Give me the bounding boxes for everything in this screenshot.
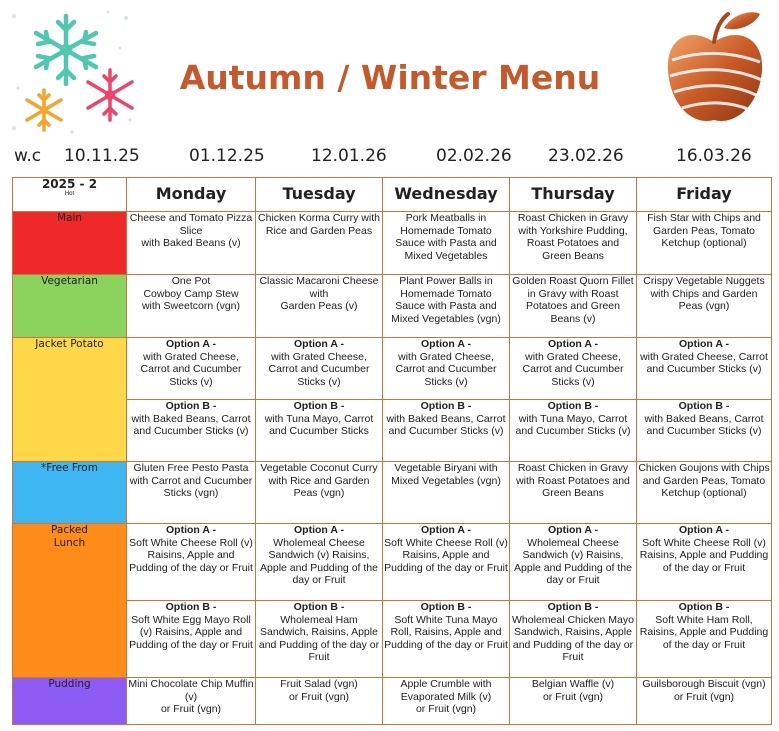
dish-text: Roast Chicken in Gravy with Yorkshire Pudding, Roast Potatoes and Green Beans [517, 212, 629, 262]
hot-note: Hot [64, 190, 75, 197]
menu-cell [637, 400, 772, 462]
menu-cell [256, 275, 383, 338]
option-a-label: Option A - [166, 524, 216, 536]
menu-cell [637, 338, 772, 400]
week-date: 01.12.25 [189, 146, 265, 166]
day-header-friday: Friday [637, 178, 772, 212]
dish-text: Chicken Goujons with Chips and Garden Peas, Tomato Ketchup (optional) [638, 462, 770, 500]
menu-cell [510, 275, 637, 338]
category-pudding: Pudding [13, 678, 127, 725]
dish-text: Soft White Ham Roll, Raisins, Apple and Pudding of the day or Fruit [639, 613, 769, 651]
dish-text: Soft White Cheese Roll (v) Raisins, Apple and Pudding of the day or Fruit [129, 536, 253, 574]
pudding-row [13, 678, 772, 725]
menu-cell [383, 462, 510, 524]
dish-text: Soft White Egg Mayo Roll (v) Raisins, Apple and Pudding of the day or Fruit [129, 613, 253, 651]
dish-text: One Pot Cowboy Camp Stew with Sweetcorn (vgn) [141, 275, 241, 313]
snowflakes-icon [8, 8, 138, 136]
category-packed-lunch: Packed Lunch [13, 524, 127, 678]
menu-cell [637, 462, 772, 524]
week-commencing-row [0, 146, 779, 170]
menu-cell [127, 601, 256, 678]
menu-cell [256, 462, 383, 524]
dish-text: Plant Power Balls in Homemade Tomato Sauce with Pasta and Mixed Vegetables (vgn) [391, 275, 501, 325]
menu-cell [256, 400, 383, 462]
day-header-monday: Monday [127, 178, 256, 212]
menu-cell [510, 212, 637, 275]
menu-cell [383, 601, 510, 678]
menu-cell [510, 678, 637, 725]
menu-cell [383, 524, 510, 601]
dish-text: with Tuna Mayo, Carrot and Cucumber Sticks [264, 412, 374, 438]
menu-cell [256, 601, 383, 678]
option-a-label: Option A - [679, 524, 729, 536]
dish-text: Gluten Free Pesto Pasta with Carrot and Cucumber Sticks (vgn) [129, 462, 253, 500]
menu-cell [510, 601, 637, 678]
menu-cell [383, 400, 510, 462]
menu-cell [256, 678, 383, 725]
dish-text: with Grated Cheese, Carrot and Cucumber Sticks (v) [640, 350, 768, 376]
dish-text: Classic Macaroni Cheese with Garden Peas (v) [259, 275, 379, 313]
dish-text: Guilsborough Biscuit (vgn) or Fruit (vgn) [642, 678, 766, 703]
menu-cell [127, 678, 256, 725]
dish-text: with Grated Cheese, Carrot and Cucumber Sticks (v) [522, 350, 624, 388]
menu-cell [256, 338, 383, 400]
menu-cell [510, 524, 637, 601]
week-date: 16.03.26 [676, 146, 752, 166]
option-b-label: Option B - [678, 601, 730, 613]
dish-text: Wholemeal Chicken Mayo Sandwich, Raisins, Apple and Pudding of the day or Fruit [512, 613, 634, 664]
menu-cell [637, 212, 772, 275]
week-date: 23.02.26 [548, 146, 624, 166]
dish-text: with Baked Beans, Carrot and Cucumber Sticks (v) [131, 412, 251, 438]
menu-cell [256, 212, 383, 275]
dish-text: Soft White Cheese Roll (v) Raisins, Apple and Pudding of the day or Fruit [384, 536, 508, 574]
menu-cell [510, 338, 637, 400]
option-a-label: Option A - [294, 524, 344, 536]
dish-text: Fruit Salad (vgn) or Fruit (vgn) [280, 678, 358, 703]
dish-text: Crispy Vegetable Nuggets with Chips and Garden Peas (vgn) [643, 275, 765, 313]
option-a-label: Option A - [679, 338, 729, 350]
dish-text: Roast Chicken in Gravy with Roast Potatoes and Green Beans [516, 462, 630, 500]
page-title: Autumn / Winter Menu [179, 58, 601, 97]
menu-cell [127, 462, 256, 524]
option-b-label: Option B - [420, 400, 472, 412]
menu-cell [510, 462, 637, 524]
dish-text: Soft White Tuna Mayo Roll, Raisins, Apple and Pudding of the day or Fruit [384, 613, 508, 651]
menu-cell [127, 524, 256, 601]
menu-cell [127, 275, 256, 338]
dish-text: with Tuna Mayo, Carrot and Cucumber Sticks (v) [515, 412, 631, 438]
menu-cell [637, 275, 772, 338]
menu-cell [127, 338, 256, 400]
menu-cell [637, 601, 772, 678]
category-main: Main [13, 212, 127, 275]
year-label: 2025 - 2 [41, 177, 98, 191]
dish-text: Wholemeal Cheese Sandwich (v) Raisins, Apple and Pudding of the day or Fruit [260, 536, 378, 587]
option-b-label: Option B - [293, 400, 345, 412]
option-b-label: Option B - [165, 400, 217, 412]
option-a-label: Option A - [421, 524, 471, 536]
dish-text: Mini Chocolate Chip Muffin (v) or Fruit (vgn) [128, 678, 254, 716]
dish-text: Vegetable Biryani with Mixed Vegetables (vgn) [391, 462, 501, 487]
menu-cell [127, 212, 256, 275]
dish-text: Wholemeal Ham Sandwich, Raisins, Apple and Pudding of the day or Fruit [258, 613, 380, 664]
dish-text: Cheese and Tomato Pizza Slice with Baked Beans (v) [129, 212, 253, 250]
day-header-tuesday: Tuesday [256, 178, 383, 212]
vegetarian-row [13, 275, 772, 338]
dish-text: with Grated Cheese, Carrot and Cucumber Sticks (v) [268, 350, 370, 388]
category-free-from: *Free From [13, 462, 127, 524]
dish-text: Golden Roast Quorn Fillet in Gravy with Roast Potatoes and Green Beans (v) [512, 275, 634, 325]
menu-cell [383, 212, 510, 275]
option-a-label: Option A - [548, 338, 598, 350]
dish-text: Soft White Cheese Roll (v) Raisins, Apple and Pudding of the day or Fruit [639, 536, 769, 574]
menu-table [12, 177, 772, 725]
option-b-label: Option B - [547, 601, 599, 613]
jacket-option-b-row [13, 400, 772, 462]
dish-text: Vegetable Coconut Curry with Rice and Garden Peas (vgn) [260, 462, 378, 500]
menu-cell [637, 524, 772, 601]
week-commencing-label: w.c [14, 146, 42, 166]
menu-cell [510, 400, 637, 462]
packed-option-b-row [13, 601, 772, 678]
option-a-label: Option A - [421, 338, 471, 350]
day-header-thursday: Thursday [510, 178, 637, 212]
option-a-label: Option A - [166, 338, 216, 350]
main-row [13, 212, 772, 275]
option-b-label: Option B - [293, 601, 345, 613]
dish-text: Chicken Korma Curry with Rice and Garden Peas [258, 212, 380, 237]
dish-text: Belgian Waffle (v) or Fruit (vgn) [531, 678, 615, 703]
dish-text: Pork Meatballs in Homemade Tomato Sauce with Pasta and Mixed Vegetables [395, 212, 497, 262]
jacket-option-a-row [13, 338, 772, 400]
free-from-row [13, 462, 772, 524]
category-vegetarian: Vegetarian [13, 275, 127, 338]
dish-text: Fish Star with Chips and Garden Peas, Tomato Ketchup (optional) [647, 212, 761, 250]
dish-text: with Baked Beans, Carrot and Cucumber Sticks (v) [386, 412, 506, 438]
dish-text: with Baked Beans, Carrot and Cucumber Sticks (v) [644, 412, 764, 438]
option-b-label: Option B - [420, 601, 472, 613]
option-b-label: Option B - [165, 601, 217, 613]
week-date: 10.11.25 [64, 146, 140, 166]
category-jacket-potato: Jacket Potato [13, 338, 127, 462]
dish-text: with Grated Cheese, Carrot and Cucumber Sticks (v) [395, 350, 497, 388]
menu-cell [127, 400, 256, 462]
header-row [13, 178, 772, 212]
option-a-label: Option A - [294, 338, 344, 350]
menu-cell [383, 678, 510, 725]
packed-option-a-row [13, 524, 772, 601]
dish-text: Wholemeal Cheese Sandwich (v) Raisins, Apple and Pudding of the day or Fruit [514, 536, 632, 587]
option-b-label: Option B - [547, 400, 599, 412]
menu-cell [383, 275, 510, 338]
dish-text: with Grated Cheese, Carrot and Cucumber Sticks (v) [140, 350, 242, 388]
menu-cell [383, 338, 510, 400]
option-b-label: Option B - [678, 400, 730, 412]
dish-text: Apple Crumble with Evaporated Milk (v) or Fruit (vgn) [400, 678, 492, 716]
option-a-label: Option A - [548, 524, 598, 536]
week-date: 12.01.26 [311, 146, 387, 166]
week-date: 02.02.26 [436, 146, 512, 166]
copper-apple-icon [662, 8, 767, 130]
year-cell [13, 178, 127, 212]
menu-cell [637, 678, 772, 725]
menu-cell [256, 524, 383, 601]
day-header-wednesday: Wednesday [383, 178, 510, 212]
